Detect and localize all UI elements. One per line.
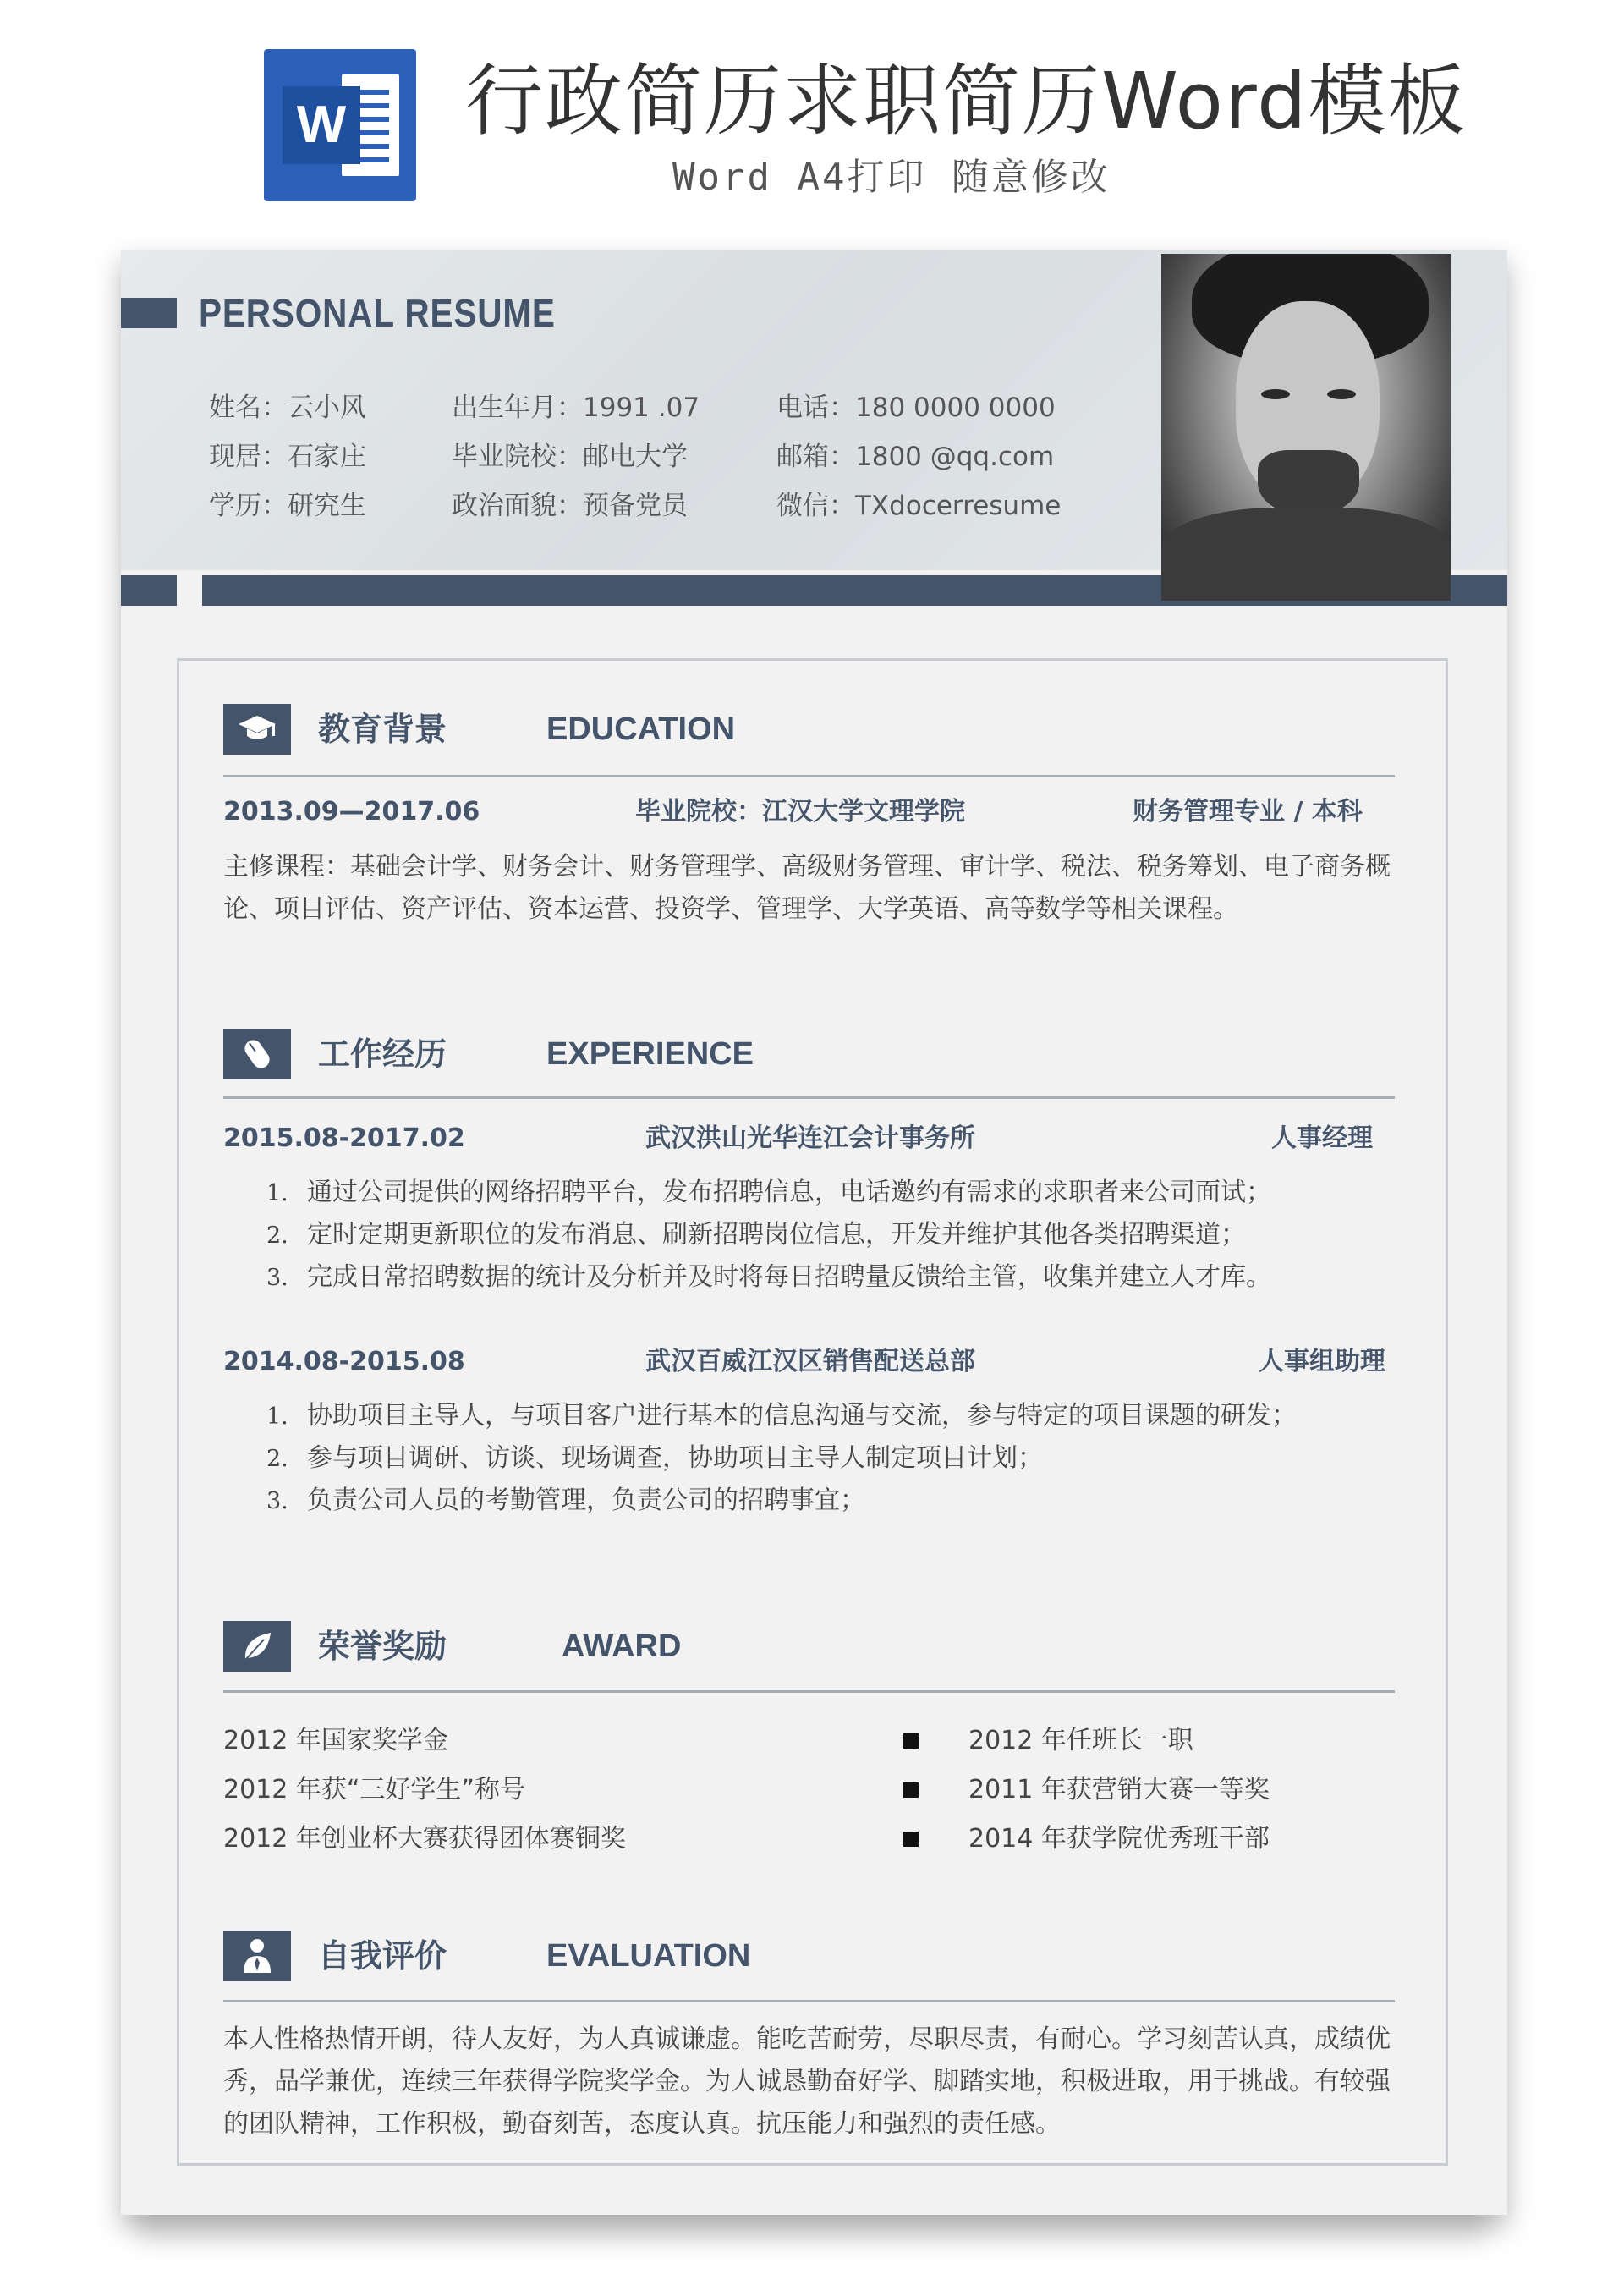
evaluation-divider (223, 2000, 1395, 2002)
info-wechat: 微信：TXdocerresume (776, 491, 1062, 521)
info-birth: 出生年月：1991 .07 (452, 393, 700, 423)
award-item: 2012 年国家奖学金 (223, 1726, 448, 1755)
award-item: 2014 年获学院优秀班干部 (968, 1824, 1270, 1854)
job-role: 人事组助理 (1259, 1347, 1385, 1376)
award-item: 2012 年创业杯大赛获得团体赛铜奖 (223, 1824, 626, 1854)
bullet-icon (903, 1832, 919, 1847)
mouse-icon (223, 1029, 291, 1079)
education-courses: 主修课程：基础会计学、财务会计、财务管理学、高级财务管理、审计学、税法、税务筹划、电子商务概论、项目评估、资产评估、资本运营、投资学、管理学、大学英语、高等数学等相关课程。 (223, 852, 1391, 924)
evaluation-text: 本人性格热情开朗，待人友好，为人真诚谦虚。能吃苦耐劳，尽职尽责，有耐心。学习刻苦认真，成绩优秀，品学兼优，连续三年获得学院奖学金。为人诚恳勤奋好学、脚踏实地，积极进取，用于挑战。有较强的团队精神，工作积极，勤奋刻苦，态度认真。抗压能力和强烈的责任感。 (223, 2024, 1391, 2139)
info-phone: 电话：180 0000 0000 (776, 393, 1056, 423)
education-title: 教育背景 (318, 711, 447, 748)
header-bar-left (121, 575, 177, 606)
job-duty: 1. 协助项目主导人，与项目客户进行基本的信息沟通与交流，参与特定的项目课题的研发； (266, 1401, 1297, 1431)
experience-title: 工作经历 (318, 1035, 447, 1073)
job-company: 武汉百威江汉区销售配送总部 (645, 1347, 975, 1376)
profile-photo (1161, 254, 1451, 601)
info-email: 邮箱：1800 @qq.com (776, 442, 1055, 472)
word-letter: W (283, 86, 360, 164)
award-divider (223, 1690, 1395, 1693)
bullet-icon (903, 1733, 919, 1749)
experience-title-en: EXPERIENCE (546, 1036, 754, 1072)
job-duty: 3. 完成日常招聘数据的统计及分析并及时将每日招聘量反馈给主管，收集并建立人才库。 (266, 1262, 1271, 1292)
job-duty: 1. 通过公司提供的网络招聘平台，发布招聘信息，电话邀约有需求的求职者来公司面试； (266, 1178, 1271, 1207)
info-degree: 学历：研究生 (209, 491, 366, 521)
award-item: 2012 年获“三好学生”称号 (223, 1775, 525, 1804)
job-company: 武汉洪山光华连江会计事务所 (645, 1123, 975, 1153)
job-role: 人事经理 (1271, 1123, 1373, 1153)
bullet-icon (903, 1782, 919, 1798)
education-title-en: EDUCATION (546, 711, 736, 747)
education-major: 财务管理专业 / 本科 (1133, 797, 1363, 827)
award-title: 荣誉奖励 (318, 1628, 447, 1665)
job-period: 2014.08-2015.08 (223, 1347, 465, 1376)
info-residence: 现居：石家庄 (209, 442, 366, 472)
education-period: 2013.09—2017.06 (223, 797, 480, 827)
template-subtitle: Word A4打印 随意修改 (672, 156, 1111, 199)
experience-divider (223, 1096, 1395, 1099)
job-duty: 3. 负责公司人员的考勤管理，负责公司的招聘事宜； (266, 1486, 865, 1515)
word-logo-icon (264, 49, 416, 201)
job-period: 2015.08-2017.02 (223, 1123, 465, 1153)
job-duty: 2. 参与项目调研、访谈、现场调查，协助项目主导人制定项目计划； (266, 1443, 1043, 1473)
resume-document (121, 250, 1507, 2215)
education-divider (223, 775, 1395, 777)
leaf-icon (223, 1621, 291, 1672)
resume-heading: PERSONAL RESUME (199, 291, 556, 335)
info-name: 姓名：云小风 (209, 393, 366, 423)
graduation-cap-icon (223, 704, 291, 755)
evaluation-title: 自我评价 (318, 1937, 447, 1975)
education-school: 毕业院校：江汉大学文理学院 (635, 797, 965, 827)
info-school: 毕业院校：邮电大学 (452, 442, 688, 472)
info-politics: 政治面貌：预备党员 (452, 491, 688, 521)
job-duty: 2. 定时定期更新职位的发布消息、刷新招聘岗位信息，开发并维护其他各类招聘渠道； (266, 1220, 1246, 1250)
award-title-en: AWARD (562, 1629, 682, 1664)
award-item: 2012 年任班长一职 (968, 1726, 1193, 1755)
award-item: 2011 年获营销大赛一等奖 (968, 1775, 1270, 1804)
template-title: 行政简历求职简历Word模板 (465, 56, 1468, 146)
person-icon (223, 1931, 291, 1981)
evaluation-title-en: EVALUATION (546, 1938, 751, 1974)
header-mark (121, 298, 177, 328)
